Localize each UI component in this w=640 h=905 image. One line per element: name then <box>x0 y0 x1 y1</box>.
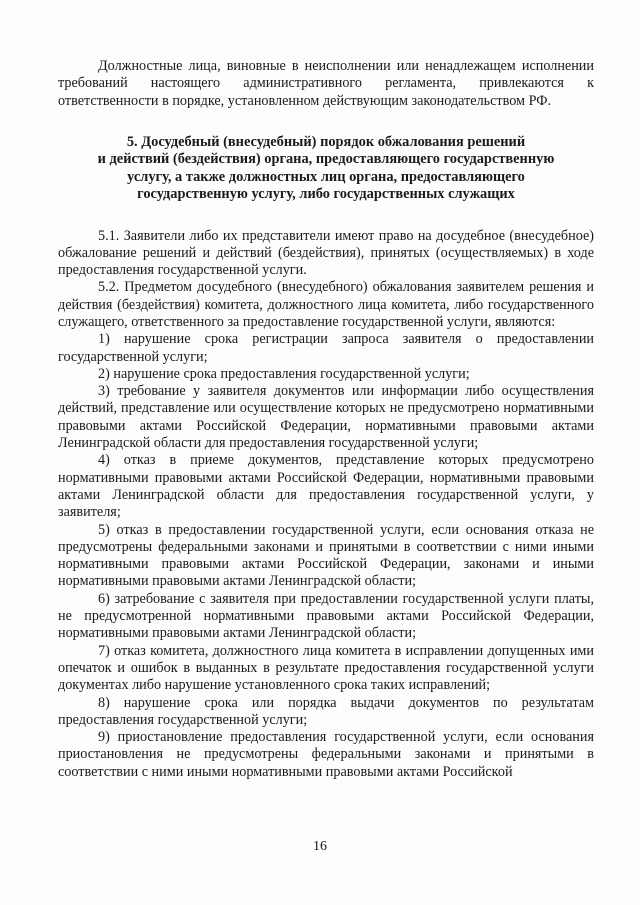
page-number: 16 <box>313 839 327 854</box>
section-heading <box>58 134 594 204</box>
list-item: 3) требование у заявителя документов или информации либо осуществления действий, представление или осуществление которых не предусмотрено нормативными правовыми актами Российской Федерации, нормативными правовыми актами Ленинградской области для предоставления государственной услуги; <box>58 383 594 452</box>
section-heading-line: 5. Досудебный (внесудебный) порядок обжалования решений <box>126 133 526 150</box>
list-item: 5) отказ в предоставлении государственной услуги, если основания отказа не предусмотрены федеральными законами и принятыми в соответствии с ними иными нормативными правовыми актами Российской Федерации, законами и иными нормативными правовыми актами Ленинградской области; <box>58 521 594 590</box>
list-item: 7) отказ комитета, должностного лица комитета в исправлении допущенных ими опечаток и ошибок в выданных в результате предоставления государственной услуги документах либо нарушение установленного срока таких исправлений; <box>58 642 594 694</box>
intro-paragraph: Должностные лица, виновные в неисполнении или ненадлежащем исполнении требований настоящего административного регламента, привлекаются к ответственности в порядке, установленном действующим законодательством РФ. <box>58 58 594 109</box>
paragraph-5-2: 5.2. Предметом досудебного (внесудебного) обжалования заявителем решения и действия (бездействия) комитета, должностного лица комитета, либо государственного служащего, ответственного за предоставление государственной услуги, являются: <box>58 279 594 330</box>
page-content <box>58 58 594 781</box>
list-item: 9) приостановление предоставления государственной услуги, если основания приостановления не предусмотрены федеральными законами и принятыми в соответствии с ними иными нормативными правовыми актами Российской <box>58 729 594 780</box>
section-heading-line: и действий (бездействия) органа, предоставляющего государственную <box>97 151 555 168</box>
paragraph-5-1: 5.1. Заявители либо их представители имеют право на досудебное (внесудебное) обжалование решений и действий (бездействия), принятых (осуществляемых) в ходе предоставления государственной услуги. <box>58 227 594 279</box>
list-item: 8) нарушение срока или порядка выдачи документов по результатам предоставления государственной услуги; <box>58 694 594 728</box>
section-heading-line: государственную услугу, либо государственных служащих <box>137 186 515 203</box>
section-heading-line: услугу, а также должностных лиц органа, предоставляющего <box>127 168 525 185</box>
list-item: 4) отказ в приеме документов, представление которых предусмотрено нормативными правовыми актами Российской Федерации, нормативными правовыми актами Ленинградской области для предоставления государственной услуги, у заявителя; <box>58 452 594 521</box>
list-item: 1) нарушение срока регистрации запроса заявителя о предоставлении государственной услуги; <box>58 331 594 365</box>
list-item: 6) затребование с заявителя при предоставлении государственной услуги платы, не предусмотренной нормативными правовыми актами Российской Федерации, нормативными правовыми актами Ленинградской области; <box>58 590 594 642</box>
list-item: 2) нарушение срока предоставления государственной услуги; <box>98 365 470 382</box>
